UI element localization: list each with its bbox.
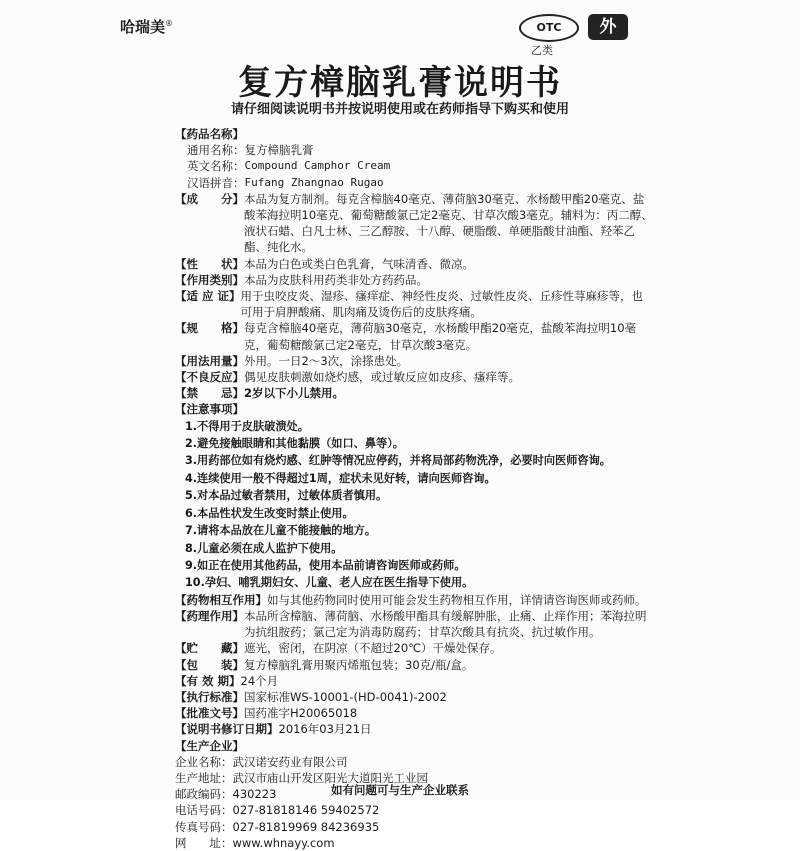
company-name-row <box>175 754 653 770</box>
generic-name-label: 通用名称： <box>187 143 245 158</box>
phone-label: 电话号码： <box>175 803 233 818</box>
company-name-label: 企业名称： <box>175 754 233 769</box>
storage-label: 【贮 藏】 <box>175 641 244 656</box>
pinyin-value: Fufang Zhangnao Rugao <box>244 175 384 189</box>
revision-date-row <box>175 721 653 737</box>
validity-value: 24个月 <box>240 673 279 688</box>
fax-row <box>175 819 653 835</box>
precautions-list <box>175 418 653 592</box>
composition-row <box>175 191 653 256</box>
external-use-badge: 外 <box>588 14 628 40</box>
approval-label: 【批准文号】 <box>175 706 244 721</box>
precaution-item: 9.如正在使用其他药品，使用本品前请咨询医师或药师。 <box>185 558 466 572</box>
properties-label: 【性 状】 <box>175 256 244 271</box>
usage-value: 外用。一日2～3次，涂搽患处。 <box>244 353 409 368</box>
postcode-value: 430223 <box>232 787 277 802</box>
validity-row <box>175 673 653 689</box>
precaution-item: 8.儿童必须在成人监护下使用。 <box>185 541 343 555</box>
document-subtitle: 请仔细阅读说明书并按说明使用或在药师指导下购买和使用 <box>230 102 569 117</box>
precaution-item: 1.不得用于皮肤破溃处。 <box>185 419 309 433</box>
precautions-header: 【注意事项】 <box>175 402 244 417</box>
pharmacology-row <box>175 608 653 640</box>
leaflet-body <box>175 126 653 851</box>
generic-name-value: 复方樟脑乳膏 <box>244 143 314 158</box>
registered-mark: ® <box>165 19 174 28</box>
revision-date-label: 【说明书修订日期】 <box>175 722 279 737</box>
website-value: www.whnayy.com <box>232 835 335 850</box>
precaution-item: 4.连续使用一般不得超过1周，症状未见好转，请向医师咨询。 <box>185 471 496 485</box>
pharmacology-value: 本品所含樟脑、薄荷脑、水杨酸甲酯具有缓解肿胀，止痛、止痒作用；苯海拉明为抗组胺药；氯己定为消毒防腐药；甘草次酸具有抗炎、抗过敏作用。 <box>244 608 647 640</box>
english-name-label: 英文名称： <box>187 159 245 174</box>
storage-value: 遮光，密闭，在阴凉（不超过20℃）干燥处保存。 <box>244 641 502 656</box>
package-value: 复方樟脑乳膏用聚丙烯瓶包装；30克/瓶/盒。 <box>244 657 474 672</box>
phone-value: 027-81818146 59402572 <box>232 803 380 818</box>
precaution-item: 7.请将本品放在儿童不能接触的地方。 <box>185 524 377 538</box>
specification-label: 【规 格】 <box>175 321 244 336</box>
contraindications-value: 2岁以下小儿禁用。 <box>244 386 345 401</box>
category-label: 【作用类别】 <box>175 272 244 287</box>
storage-row <box>175 640 653 656</box>
interactions-label: 【药物相互作用】 <box>175 592 267 607</box>
contraindications-row <box>175 385 653 401</box>
adverse-reactions-label: 【不良反应】 <box>175 370 244 385</box>
package-label: 【包 装】 <box>175 657 244 672</box>
properties-row <box>175 256 653 272</box>
fax-label: 传真号码： <box>175 819 233 834</box>
english-name-row <box>175 158 653 174</box>
adverse-reactions-value: 偶见皮肤刺激如烧灼感，或过敏反应如皮疹、瘙痒等。 <box>244 370 520 385</box>
generic-name-row <box>175 142 653 158</box>
standard-row <box>175 689 653 705</box>
document-title: 复方樟脑乳膏说明书 <box>238 63 562 103</box>
fax-value: 027-81819969 84236935 <box>232 819 380 834</box>
composition-value: 本品为复方制剂。每克含樟脑40毫克、薄荷脑30毫克、水杨酸甲酯20毫克、盐酸苯海拉明10毫克、葡萄糖酸氯己定2毫克、甘草次酸3毫克。辅料为：丙二醇、液状石蜡、白凡士林、三乙醇胺、十八醇、硬脂酸、单硬脂酸甘油酯、羟苯乙酯、纯化水。 <box>244 191 653 255</box>
website-row <box>175 835 653 851</box>
website-label: 网 址： <box>175 835 233 850</box>
pinyin-label: 汉语拼音： <box>187 175 245 190</box>
specification-row <box>175 320 653 352</box>
specification-value: 每克含樟脑40毫克，薄荷脑30毫克，水杨酸甲酯20毫克，盐酸苯海拉明10毫克，葡萄糖酸氯己定2毫克，甘草次酸3毫克。 <box>244 321 637 352</box>
validity-label: 【有 效 期】 <box>175 673 241 688</box>
drug-name-header: 【药品名称】 <box>175 127 244 141</box>
precaution-item: 3.用药部位如有烧灼感、红肿等情况应停药，并将局部药物洗净，必要时向医师咨询。 <box>185 454 611 468</box>
otc-badge: OTC <box>519 14 579 42</box>
otc-class-label: 乙类 <box>531 44 553 57</box>
precaution-item: 10.孕妇、哺乳期妇女、儿童、老人应在医生指导下使用。 <box>185 576 474 590</box>
brand-logo <box>120 16 173 37</box>
precaution-item: 5.对本品过敏者禁用，过敏体质者慎用。 <box>185 489 388 503</box>
company-name-value: 武汉诺安药业有限公司 <box>232 754 348 769</box>
usage-label: 【用法用量】 <box>175 353 244 368</box>
category-row <box>175 272 653 288</box>
standard-value: 国家标准WS-10001-(HD-0041)-2002 <box>244 689 447 704</box>
revision-date-value: 2016年03月21日 <box>278 722 372 737</box>
manufacturer-header: 【生产企业】 <box>175 738 244 753</box>
phone-row <box>175 802 653 818</box>
indications-label: 【适 应 证】 <box>175 289 241 304</box>
contraindications-label: 【禁 忌】 <box>175 386 244 401</box>
postcode-label: 邮政编码： <box>175 787 233 802</box>
indications-row <box>175 288 653 320</box>
brand-name: 哈瑞美 <box>120 18 166 36</box>
interactions-value: 如与其他药物同时使用可能会发生药物相互作用，详情请咨询医师或药师。 <box>267 592 647 607</box>
package-row <box>175 657 653 673</box>
contact-note: 如有问题可与生产企业联系 <box>331 783 469 797</box>
standard-label: 【执行标准】 <box>175 689 244 704</box>
approval-row <box>175 705 653 721</box>
usage-row <box>175 353 653 369</box>
properties-value: 本品为白色或类白色乳膏，气味清香、微凉。 <box>244 256 474 271</box>
adverse-reactions-row <box>175 369 653 385</box>
precaution-item: 6.本品性状发生改变时禁止使用。 <box>185 506 354 520</box>
english-name-value: Compound Camphor Cream <box>244 159 391 173</box>
category-value: 本品为皮肤科用药类非处方药药品。 <box>244 272 428 287</box>
interactions-row <box>175 592 653 608</box>
precaution-item: 2.避免接触眼睛和其他黏膜（如口、鼻等）。 <box>185 437 404 451</box>
approval-value: 国药准字H20065018 <box>244 706 358 721</box>
address-value: 武汉市庙山开发区阳光大道阳光工业园 <box>232 770 428 785</box>
composition-label: 【成 分】 <box>175 191 244 206</box>
indications-value: 用于虫咬皮炎、湿疹、瘙痒症、神经性皮炎、过敏性皮炎、丘疹性荨麻疹等，也可用于肩胛酸痛、肌肉痛及烫伤后的皮肤疼痛。 <box>240 289 644 320</box>
pharmacology-label: 【药理作用】 <box>175 608 244 623</box>
address-label: 生产地址： <box>175 770 233 785</box>
pinyin-row <box>175 175 653 191</box>
